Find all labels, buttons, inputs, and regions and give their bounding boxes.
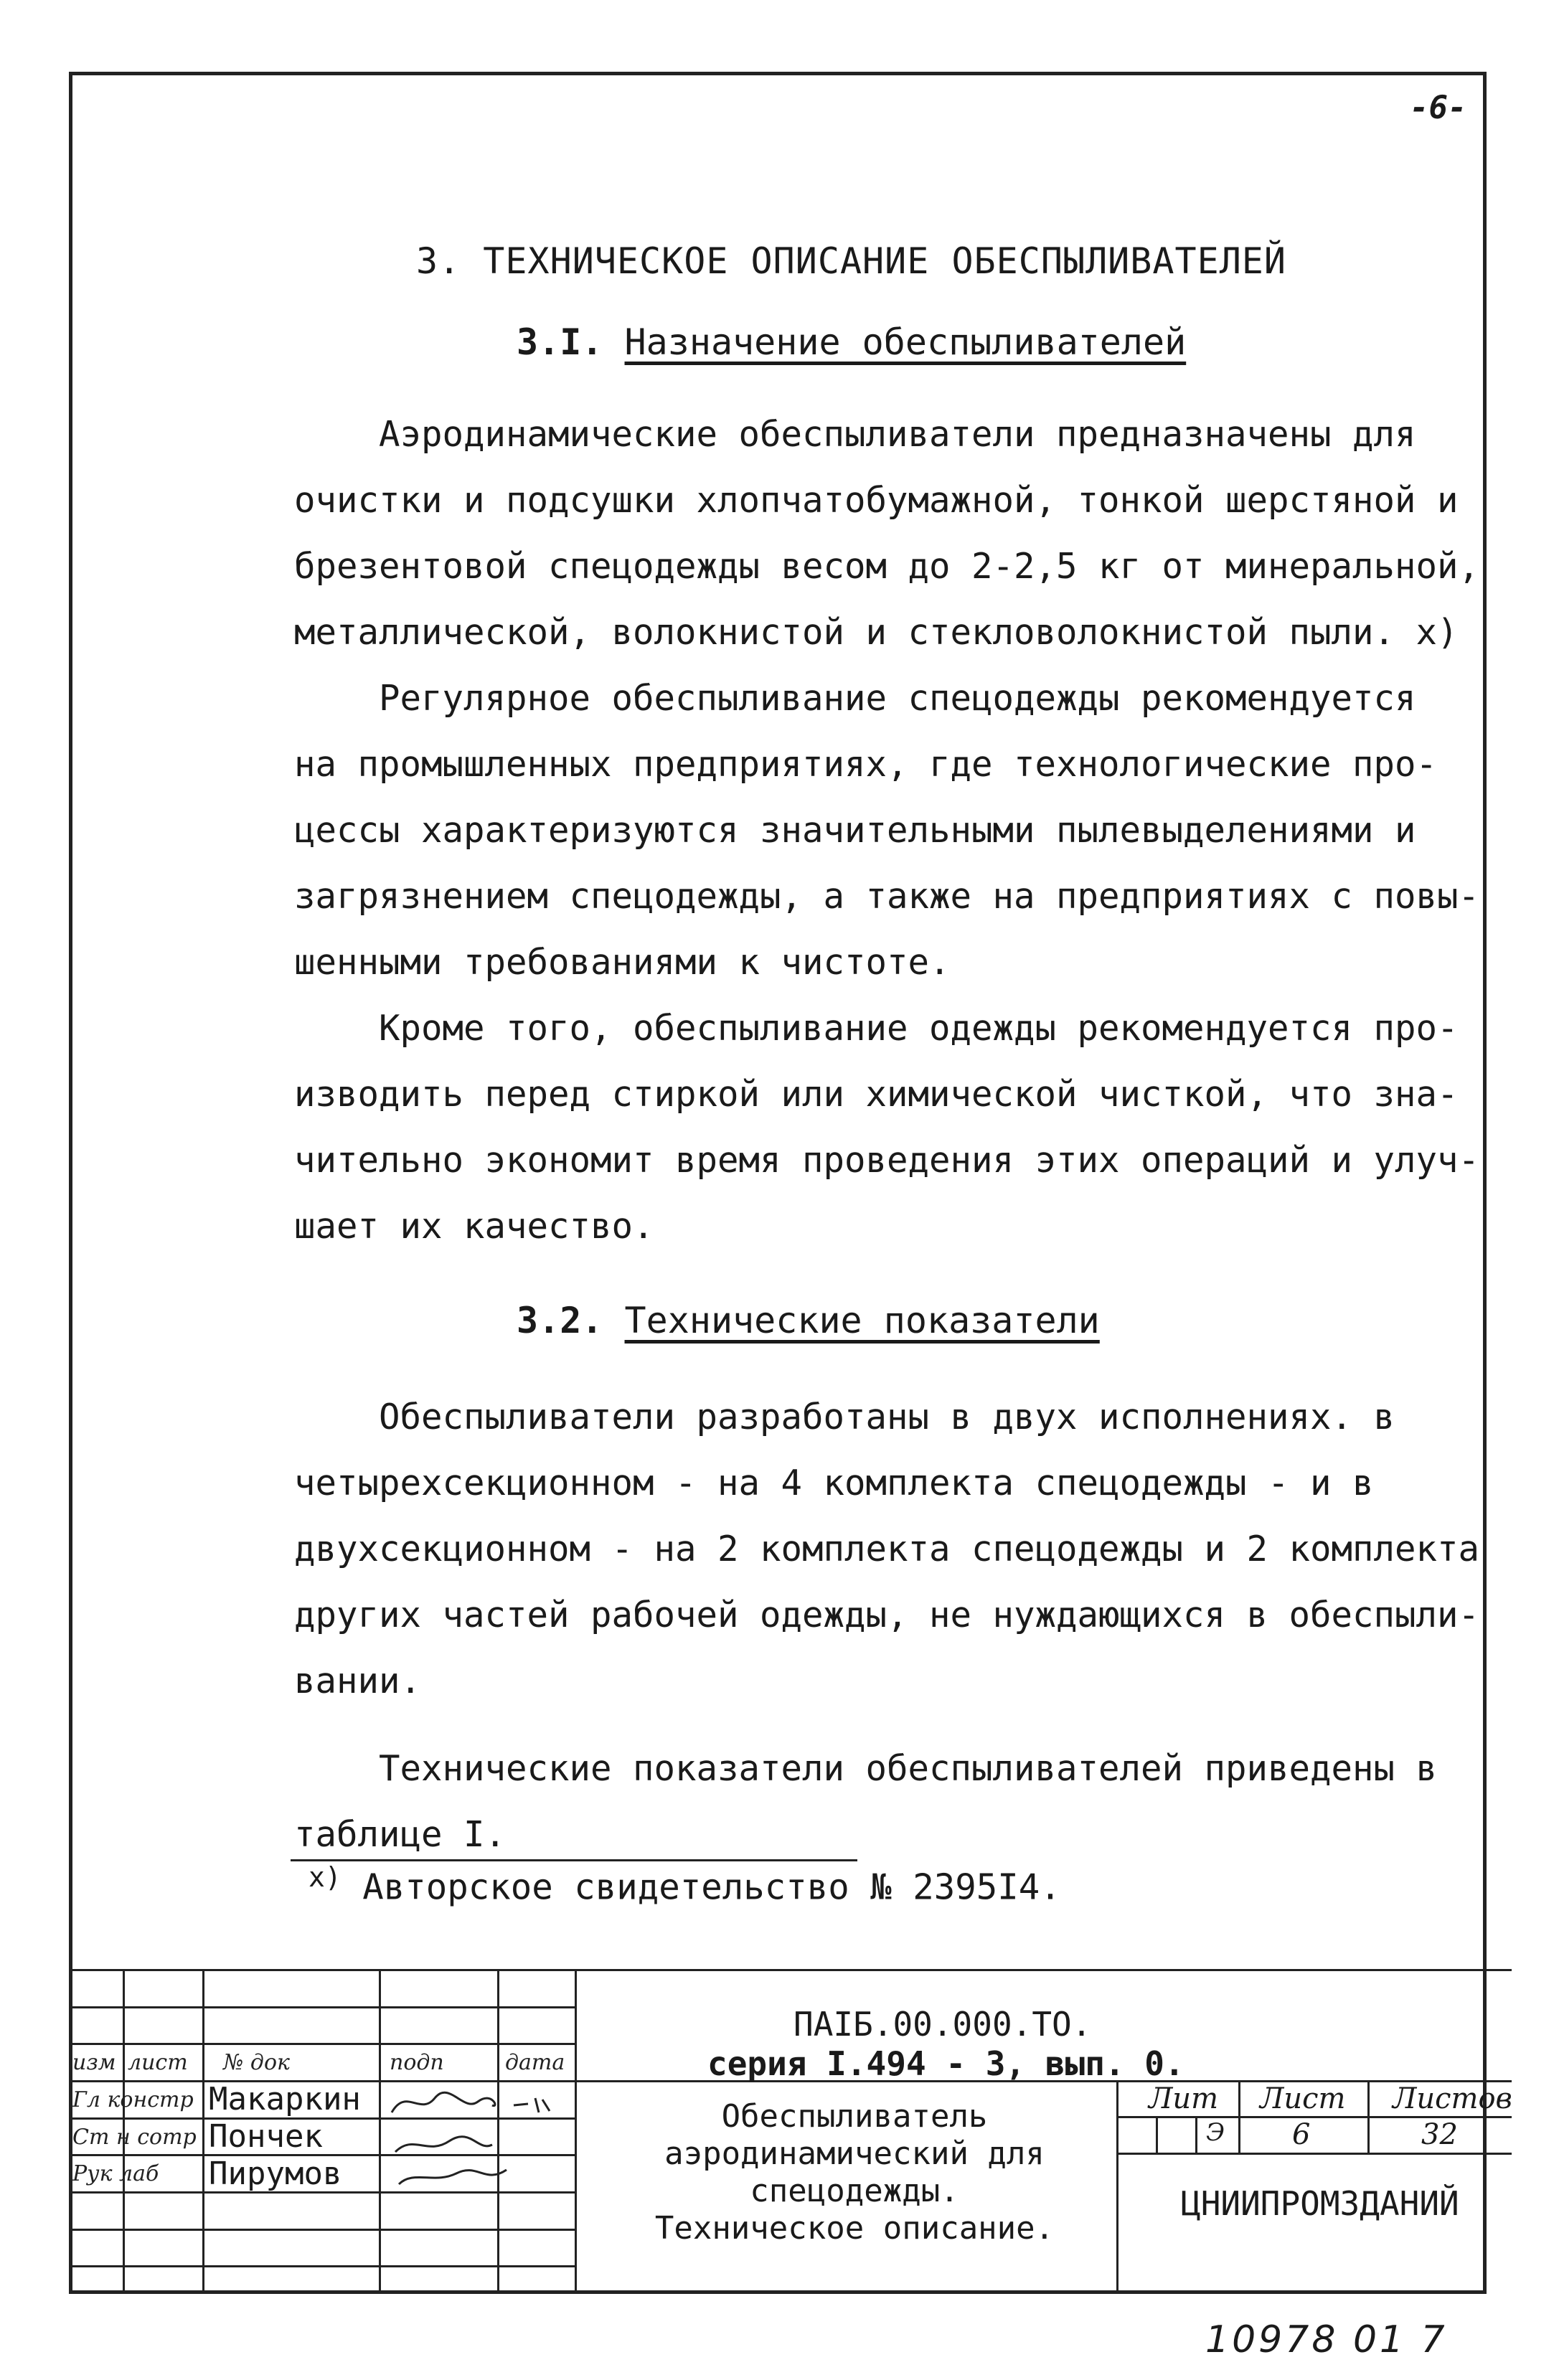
footnote [308, 1861, 1061, 1907]
organization-name: ЦНИИПРОМЗДАНИЙ [1181, 2184, 1459, 2223]
label-izm: изм [72, 2050, 116, 2075]
subsection-2-title: Технические показатели [624, 1300, 1100, 1341]
paragraph-versions: Обеспыливатели разработаны в двух исполнениях. в четырехсекционном - на 4 комплекта спецодежды - и в двухсекционном - на 2 комплекта спецодежды и 2 комплекта других частей рабочей одежды, не нуждающихся в обеспыли- вании. [294, 1397, 1480, 1701]
label-list: лист [128, 2050, 188, 2075]
paragraph-before-washing: Кроме того, обеспыливание одежды рекомендуется про- изводить перед стиркой или химической чисткой, что зна- чительно экономит время проведения этих операций и улуч- шает их качество. [294, 1008, 1480, 1247]
label-data: дата [505, 2050, 565, 2075]
role-chief-designer: Гл констр [72, 2087, 194, 2112]
lit-label: Лит [1149, 2082, 1219, 2115]
description-line-1: Обеспыливатель [721, 2098, 988, 2135]
title-block [69, 1969, 1512, 2290]
sheet-label: Лист [1260, 2082, 1346, 2115]
description-line-3: спецодежды. [750, 2173, 959, 2209]
description-line-2: аэродинамический для [664, 2135, 1045, 2172]
name-makarkin: Макаркин [209, 2081, 361, 2117]
subsection-2-number: 3.2. [517, 1300, 603, 1341]
footnote-text: Авторское свидетельство № 2395I4. [362, 1866, 1061, 1908]
page-number: -6- [1410, 90, 1467, 126]
label-doc: № док [223, 2050, 290, 2075]
role-lab-head: Рук лаб [72, 2161, 159, 2186]
section-heading: 3. ТЕХНИЧЕСКОЕ ОПИСАНИЕ ОБЕСПЫЛИВАТЕЛЕЙ [416, 240, 1286, 282]
paragraph-table-reference: Технические показатели обеспыливателей приведены в таблице I. [294, 1748, 1438, 1855]
paragraph-purpose: Аэродинамические обеспыливатели предназначены для очистки и подсушки хлопчатобумажной, тонкой шерстяной и брезентовой спецодежды весом до 2-2,5 кг от минеральной, металлической, волокнистой и стекловолокнистой пыли. x) [294, 414, 1480, 653]
description-line-4: Техническое описание. [654, 2210, 1055, 2247]
subsection-heading-1 [517, 321, 1186, 363]
lit-value: Э [1206, 2118, 1225, 2147]
paragraph-regular-dedusting: Регулярное обеспыливание спецодежды рекомендуется на промышленных предприятиях, где технологические про- цессы характеризуются значительными пылевыделениями и загрязнением спецодежды, а также на предприятиях с повы- шенными требованиями к чистоте. [294, 678, 1480, 983]
document-description [593, 2098, 1116, 2247]
subsection-1-number: 3.I. [517, 321, 603, 363]
name-ponchek: Пончек [209, 2118, 323, 2155]
subsection-heading-2 [517, 1300, 1100, 1341]
document-code: ПАIБ.00.000.ТО. [793, 2005, 1092, 2044]
subsection-1-title: Назначение обеспыливателей [624, 321, 1187, 363]
sheet-value: 6 [1292, 2118, 1311, 2151]
role-senior-researcher: Ст н сотр [72, 2125, 197, 2150]
label-podp: подп [390, 2050, 444, 2075]
archive-number: 10978 01 7 [1205, 2318, 1448, 2361]
signatures-image [385, 2084, 571, 2191]
footnote-mark: x) [308, 1861, 342, 1893]
sheets-label: Листов [1393, 2082, 1512, 2115]
series-number: серия I.494 - 3, вып. 0. [707, 2044, 1184, 2083]
name-pirumov: Пирумов [209, 2155, 342, 2192]
sheets-value: 32 [1421, 2118, 1458, 2151]
